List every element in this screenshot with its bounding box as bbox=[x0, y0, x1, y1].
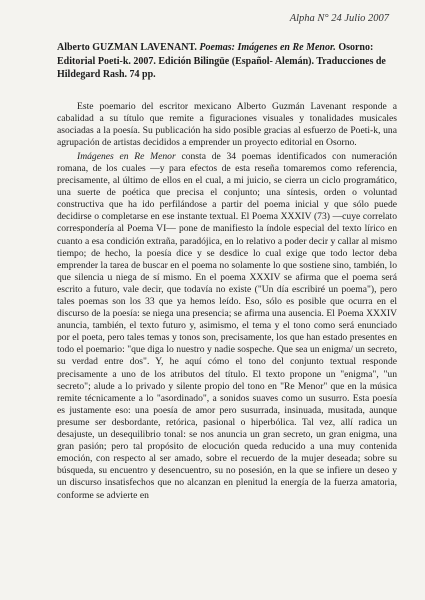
book-citation bbox=[57, 41, 397, 82]
publisher: Osorno: Editorial Poeti-k. 2007. bbox=[57, 42, 374, 67]
paragraph-2: Imágenes en Re Menor consta de 34 poemas identificados con numeración romana, de los cuales —y para efectos de esta reseña tomaremos como referencia, precisamente, al último de ellos en el cual, a mi juicio, se cierra un ciclo programático, una suerte de poética que precisa el conjunto; una síntesis, orden o voluntad constructiva que ha ido perfilándose a partir del poema inicial y que sólo puede decidirse o completarse en ese instante textual. El Poema XXXIV (73) —cuye correlato correspondería al Poema VI— pone de manifiesto la índole especial del texto lírico en cuanto a esa condición extraña, paradójica, en lo relativo a poder decir y callar al mismo tiempo; de hecho, la poesía dice y se desdice lo cual exige que todo lector deba emprender la tarea de buscar en el poema no solamente lo que sostiene sino, también, lo que silencia u niega de sí mismo. En el poema XXXIV se afirma que el poema será escrito a futuro, vale decir, que todavía no existe ("Un día escribiré un poema"), pero tales poemas son los 33 que ya hemos leído. Eso, sólo es posible que ocurra en el discurso de la poesía: se niega una presencia; se afirma una ausencia. El Poema XXXIV anuncia, también, el texto futuro y, asimismo, el tema y el tono como será enunciado por el poeta, pero tales temas y tonos son, precisamente, los que han estado presentes en todo el poemario: "que diga lo nuestro y nadie sospeche. Que sea un enigma/ un secreto, su verdad entre dos". Y, he aquí cómo el tono del conjunto textual responde precisamente a uno de los atributos del título. El texto propone un "enigma", "un secreto"; alude a lo privado y silente propio del tono en "Re Menor" que en la música remite técnicamente a lo "asordinado", a sonidos suaves como un susurro. Esta poesía es justamente eso: una poesía de amor pero susurrada, insinuada, musitada, aunque presume ser desbordante, retórica, pasional o hiperbólica. Tal vez, allí radica un desajuste, un desequilibrio tonal: se nos anuncia un gran secreto, un gran enigma, una gran pasión; pero tal propósito de elocución queda reducido a una muy contenida emoción, con respecto al ser amado, sobre el recuerdo de la mujer deseada; sobre su búsqueda, su encuentro y desencuentro, su no posesión, en la que se infiere un deseo y un discurso insatisfechos que no alcanzan en plenitud la energía de la fuerza amatoria, conforme se advierte en bbox=[57, 150, 397, 501]
paragraph-1: Este poemario del escritor mexicano Alberto Guzmán Lavenant responde a cabalidad a su título que remite a figuraciones visuales y tonalidades musicales asociadas a la poesía. Su publicación ha sido posible gracias al esfuerzo de Poeti-k, una agrupación de artistas decididos a emprender un proyecto editorial en Osorno. bbox=[57, 101, 397, 149]
edition: Edición Bilingüe (Español- Alemán). bbox=[158, 55, 314, 67]
inline-book-title: Imágenes en Re Menor bbox=[77, 150, 176, 162]
book-title: Poemas: Imágenes en Re Menor. bbox=[199, 42, 336, 53]
review-body bbox=[57, 101, 397, 503]
translator: Traducciones de Hildegard Rash. 74 pp. bbox=[57, 55, 386, 80]
issue-header: Alpha N° 24 Julio 2007 bbox=[289, 13, 389, 24]
author: Alberto GUZMAN LAVENANT. bbox=[57, 42, 197, 53]
